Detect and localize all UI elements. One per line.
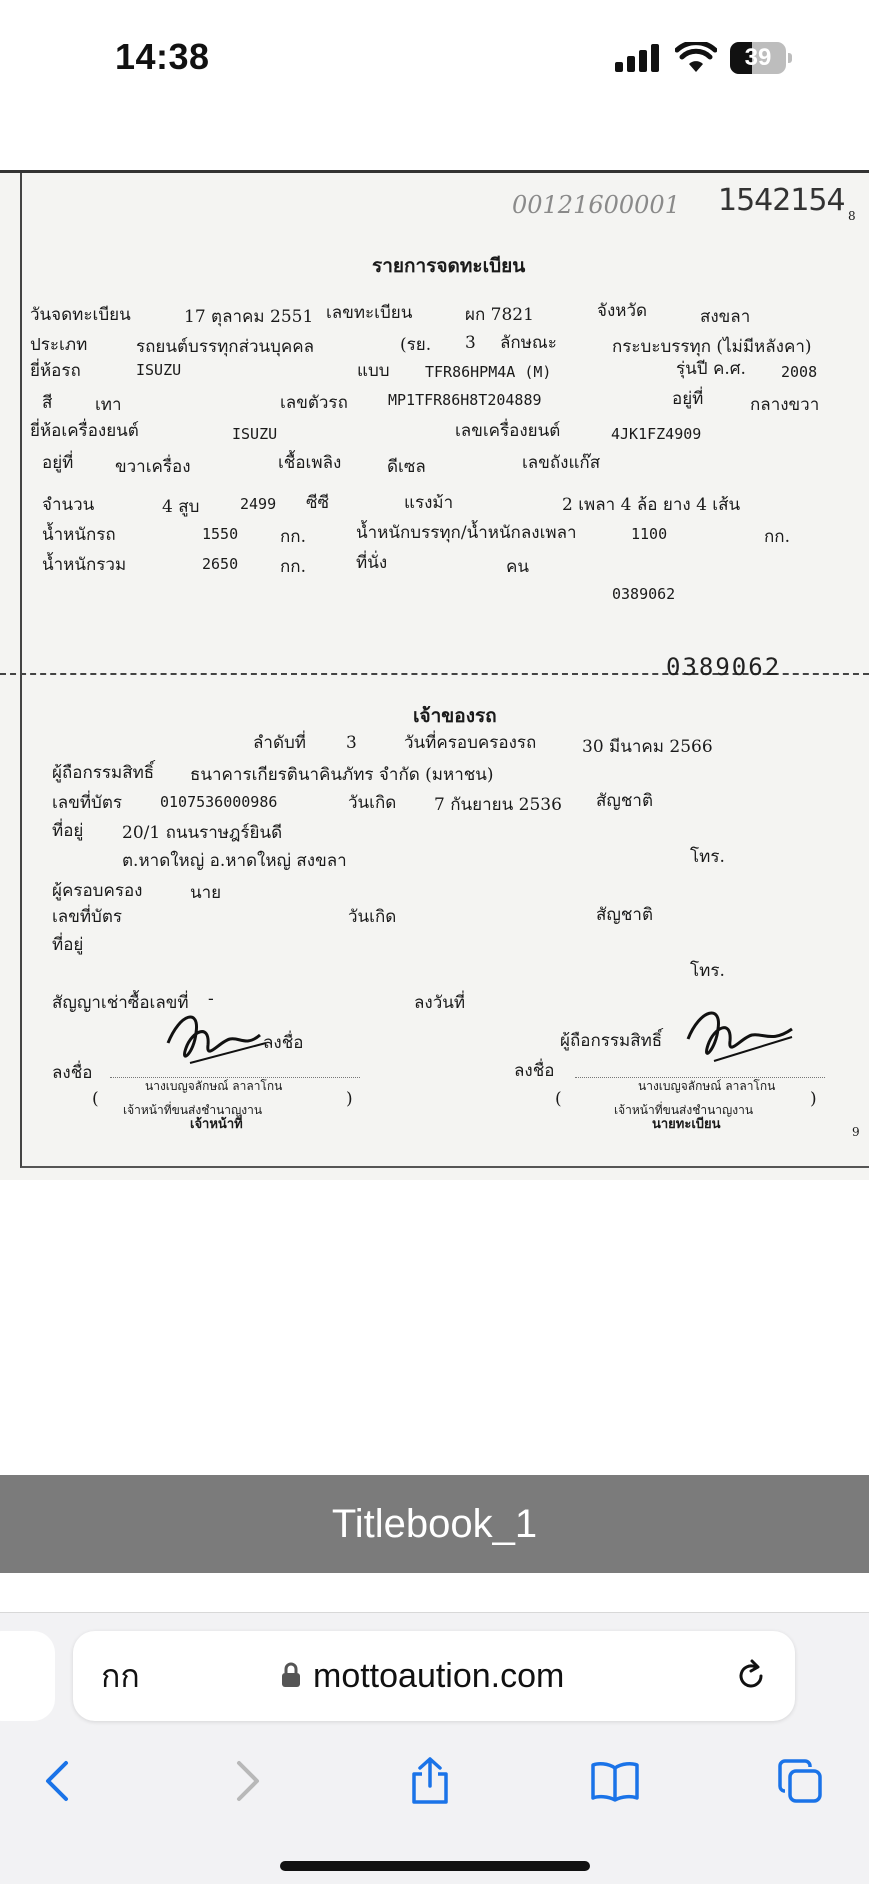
engine-no-label: เลขเครื่องยนต์	[455, 421, 561, 441]
registration-title: รายการจดทะเบียน	[372, 255, 526, 277]
engine-loc-label: อยู่ที่	[42, 453, 74, 473]
cc-label: ซีซี	[306, 493, 330, 513]
paren-open-right: (	[555, 1089, 562, 1109]
chassis-loc-value: กลางขวา	[750, 395, 820, 415]
bookmarks-button[interactable]	[575, 1741, 655, 1821]
url-text[interactable]: mottoaution.com	[313, 1657, 565, 1695]
lock-icon	[281, 1662, 301, 1688]
image-caption: Titlebook_1	[331, 1502, 538, 1546]
sign-right-label: ลงชื่อ	[514, 1061, 555, 1081]
engine-brand-label: ยี่ห้อเครื่องยนต์	[30, 421, 139, 441]
previous-tab-preview[interactable]	[0, 1631, 55, 1721]
cc-value: 2499	[240, 495, 277, 513]
id2-label: เลขที่บัตร	[52, 907, 123, 927]
chassis-value: MP1TFR86H8T204889	[388, 391, 542, 409]
hp-label: แรงม้า	[404, 493, 454, 513]
address-label: ที่อยู่	[52, 821, 84, 841]
holder-label: ผู้ถือกรรมสิทธิ์	[52, 763, 155, 783]
weight-unit: กก.	[280, 527, 306, 547]
load-label: น้ำหนักบรรทุก/น้ำหนักลงเพลา	[356, 523, 577, 543]
back-icon	[42, 1759, 72, 1803]
share-icon	[408, 1756, 452, 1806]
paren-close-right: )	[810, 1089, 817, 1109]
reload-icon[interactable]	[733, 1658, 769, 1694]
color-label: สี	[42, 393, 53, 413]
type-label: ประเภท	[30, 335, 88, 355]
holder-signature	[680, 999, 800, 1073]
engine-brand-value: ISUZU	[232, 425, 278, 443]
fuel-label: เชื้อเพลิง	[278, 453, 342, 473]
color-value: เทา	[95, 395, 122, 415]
possessor-value: นาย	[190, 883, 222, 903]
page-mark-top: 8	[848, 209, 856, 223]
seat-label: ที่นั่ง	[356, 553, 388, 573]
nationality2-label: สัญชาติ	[596, 905, 653, 925]
forward-button[interactable]	[208, 1741, 288, 1821]
order-value: 3	[346, 733, 357, 753]
possession-date-label: วันที่ครอบครองรถ	[404, 733, 537, 753]
dob-label: วันเกิด	[348, 793, 397, 813]
cylinders-label: จำนวน	[42, 495, 95, 515]
year-value: 2008	[781, 363, 818, 381]
brand-value: ISUZU	[136, 361, 182, 379]
lease-value: -	[208, 989, 214, 1009]
sign-label: ลงชื่อ	[263, 1033, 304, 1053]
plate-value: ผก 7821	[465, 305, 534, 325]
brand-label: ยี่ห้อรถ	[30, 361, 81, 381]
chassis-loc-label: อยู่ที่	[672, 389, 704, 409]
address2-label: ที่อยู่	[52, 935, 84, 955]
id-label: เลขที่บัตร	[52, 793, 123, 813]
province-value: สงขลา	[700, 307, 751, 327]
lease-label: สัญญาเช่าซื้อเลขที่	[52, 993, 189, 1013]
officer-name: นางเบญจลักษณ์ ลาลาโกน	[145, 1079, 283, 1093]
load-value: 1100	[631, 525, 668, 543]
tabs-icon	[777, 1758, 823, 1804]
paren-open-left: (	[92, 1089, 99, 1109]
battery-level: 39	[744, 44, 772, 71]
type-value: รถยนต์บรรทุกส่วนบุคคล	[136, 337, 315, 357]
nationality-label: สัญชาติ	[596, 791, 653, 811]
status-bar	[0, 0, 869, 120]
holder-sign-label: ผู้ถือกรรมสิทธิ์	[560, 1031, 663, 1051]
cellular-signal-icon	[615, 44, 661, 72]
faint-code: 00121600001	[512, 191, 680, 219]
bookmarks-icon	[590, 1760, 640, 1802]
gross-label: น้ำหนักรวม	[42, 555, 127, 575]
wifi-icon	[675, 42, 717, 74]
type-code-prefix: (รย.	[400, 335, 432, 355]
possession-date-value: 30 มีนาคม 2566	[582, 737, 713, 757]
chassis-label: เลขตัวรถ	[280, 393, 348, 413]
reader-options-button[interactable]: กก	[101, 1657, 140, 1695]
image-caption-bar	[0, 1475, 869, 1573]
gas-tank-label: เลขถังแก๊ส	[522, 453, 601, 473]
reg-date-label: วันจดทะเบียน	[30, 305, 131, 325]
back-button[interactable]	[17, 1741, 97, 1821]
registrar-position: เจ้าหน้าที่ขนส่งชำนาญงาน	[614, 1103, 754, 1117]
plate-label: เลขทะเบียน	[326, 303, 413, 323]
home-indicator[interactable]	[280, 1861, 590, 1871]
style-value: กระบะบรรทุก (ไม่มีหลังคา)	[612, 337, 812, 357]
tel2-label: โทร.	[690, 961, 725, 981]
gross-value: 2650	[202, 555, 239, 573]
seat-unit: คน	[506, 557, 529, 577]
handwritten-number: 1542154	[718, 183, 845, 218]
weight-label: น้ำหนักรถ	[42, 525, 116, 545]
id-value: 0107536000986	[160, 793, 278, 811]
officer-position: เจ้าหน้าที่ขนส่งชำนาญงาน	[123, 1103, 263, 1117]
address-bar[interactable]	[73, 1631, 795, 1721]
serial-small: 0389062	[612, 585, 676, 603]
engine-no-value: 4JK1FZ4909	[611, 425, 702, 443]
dob2-label: วันเกิด	[348, 907, 397, 927]
axle-value: 2 เพลา 4 ล้อ ยาง 4 เส้น	[562, 495, 741, 515]
officer-title: เจ้าหน้าที่	[190, 1117, 243, 1132]
browser-chrome	[0, 1612, 869, 1884]
title-book-scan	[0, 170, 869, 1180]
type-code-value: 3	[465, 333, 476, 353]
tel-label: โทร.	[690, 847, 725, 867]
cylinders-value: 4 สูบ	[162, 497, 200, 517]
serial-stamp: 0389062	[666, 653, 782, 681]
reg-date-value: 17 ตุลาคม 2551	[184, 307, 314, 327]
possessor-label: ผู้ครอบครอง	[52, 881, 143, 901]
registrar-name: นางเบญจลักษณ์ ลาลาโกน	[638, 1079, 776, 1093]
style-label: ลักษณะ	[500, 333, 557, 353]
model-label: แบบ	[357, 361, 390, 381]
province-label: จังหวัด	[597, 301, 648, 321]
document-viewer[interactable]	[0, 120, 869, 1475]
paren-close-left: )	[346, 1089, 353, 1109]
weight-value: 1550	[202, 525, 239, 543]
owner-title: เจ้าของรถ	[413, 705, 497, 727]
sign-date-label: ลงวันที่	[414, 993, 466, 1013]
holder-value: ธนาคารเกียรตินาคินภัทร จำกัด (มหาชน)	[190, 765, 494, 785]
order-label: ลำดับที่	[253, 733, 307, 753]
fuel-value: ดีเซล	[387, 457, 426, 477]
sign-left-label: ลงชื่อ	[52, 1063, 93, 1083]
officer-signature	[160, 1003, 270, 1073]
page-mark-bottom: 9	[852, 1125, 860, 1139]
dob-value: 7 กันยายน 2536	[434, 795, 562, 815]
gross-unit: กก.	[280, 557, 306, 577]
browser-toolbar	[0, 1741, 869, 1821]
forward-icon	[233, 1759, 263, 1803]
battery-icon	[730, 42, 792, 74]
model-value: TFR86HPM4A (M)	[425, 363, 552, 381]
share-button[interactable]	[390, 1741, 470, 1821]
year-label: รุ่นปี ค.ศ.	[676, 359, 746, 379]
registrar-title: นายทะเบียน	[652, 1117, 721, 1132]
load-unit: กก.	[764, 527, 790, 547]
address-line-2: ต.หาดใหญ่ อ.หาดใหญ่ สงขลา	[122, 851, 347, 871]
engine-loc-value: ขวาเครื่อง	[115, 457, 191, 477]
address-line-1: 20/1 ถนนราษฎร์ยินดี	[122, 823, 283, 843]
status-time: 14:38	[115, 36, 210, 77]
tabs-button[interactable]	[760, 1741, 840, 1821]
